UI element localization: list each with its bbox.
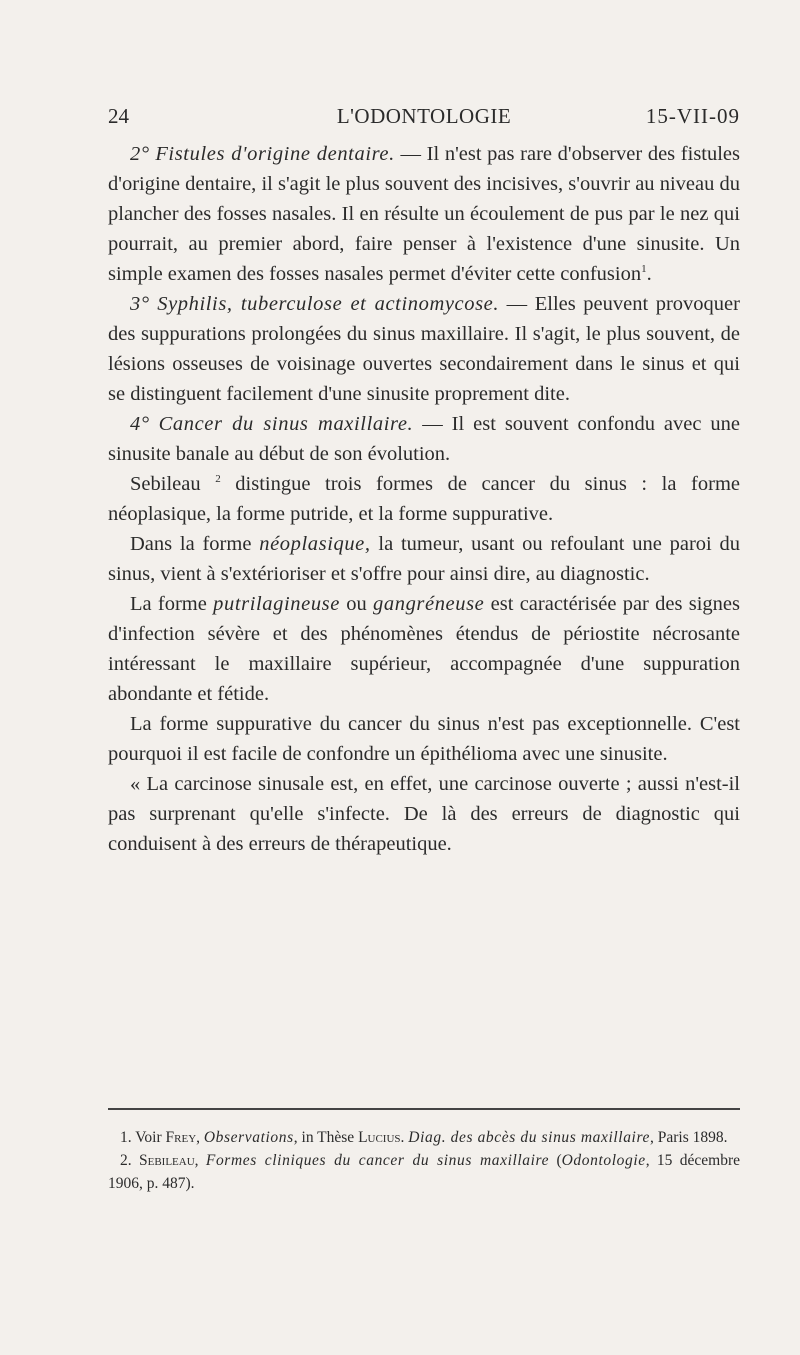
author-name: Sebileau	[130, 473, 201, 495]
term-neoplasique: néoplasique,	[259, 533, 371, 555]
section-text: — Il est souvent confondu avec une sinusite banale au début de son évolution.	[108, 413, 741, 465]
footnote-1: 1. Voir Frey, Observations, in Thèse Lucius. Diag. des abcès du sinus maxillaire, Paris 1898.	[120, 1129, 728, 1146]
page-number: 24	[108, 104, 129, 128]
term-gangreneuse: gangréneuse	[373, 593, 485, 615]
paragraph-neoplasique: Dans la forme néoplasique, la tumeur, usant ou refoulant une paroi du sinus, vient à s'extérioriser et s'offre pour ainsi dire, au diagnostic.	[108, 533, 741, 585]
author-name: Frey	[165, 1129, 197, 1146]
footnote-ref: 1	[641, 263, 647, 276]
section-heading: Cancer du sinus maxillaire.	[158, 413, 414, 435]
author-name: Sebileau	[138, 1152, 195, 1169]
journal-title: L'ODONTOLOGIE	[336, 104, 512, 128]
paragraph-putrilagineuse: La forme putrilagineuse ou gangréneuse est caractérisée par des signes d'infection sévère et des phénomènes étendus de périostite nécrosante intéressant le maxillaire supérieur, accompagnée d'une suppuration abondante et fétide.	[108, 593, 741, 705]
footnote-2: 2. Sebileau, Formes cliniques du cancer du sinus maxillaire (Odontologie, 15 décembre 1906, p. 487).	[108, 1152, 741, 1192]
journal-name: Odontologie	[561, 1152, 646, 1169]
paragraph-suppurative: La forme suppurative du cancer du sinus n'est pas exceptionnelle. C'est pourquoi il est facile de confondre un épithélioma avec une sinusite.	[108, 713, 740, 765]
running-header	[108, 104, 740, 134]
footnotes	[108, 1126, 740, 1195]
term-putrilagineuse: putrilagineuse	[213, 593, 340, 615]
section-cancer	[108, 409, 740, 469]
author-name: Lucius	[358, 1129, 401, 1146]
section-text: — Il n'est pas rare d'observer des fistules d'origine dentaire, il s'agit le plus souvent des incisives, s'ouvrir au niveau du plancher des fosses nasales. Il en résulte un écoulement de pus par le nez qui pourrait, au premier abord, faire penser à l'existence d'une sinusite. Un simple examen des fosses nasales permet d'éviter cette confusion	[108, 143, 741, 285]
section-fistules: 2° Fistules d'origine dentaire. — Il n'est pas rare d'observer des fistules d'origine dentaire, il s'agit le plus souvent des incisives, s'ouvrir au niveau du plancher des fosses nasales. Il en résulte un écoulement de pus par le nez qui pourrait, au premier abord, faire penser à l'existence d'une sinusite. Un simple examen des fosses nasales permet d'éviter cette confusion$^1$.	[108, 143, 741, 285]
section-heading: Syphilis, tuberculose et actinomycose.	[157, 293, 500, 315]
footnote-ref: 2	[215, 473, 221, 486]
section-syphilis	[108, 289, 740, 409]
work-title: Observations	[203, 1129, 294, 1146]
section-number: 4°	[130, 413, 150, 435]
work-title: Formes cliniques du cancer du sinus maxillaire	[205, 1152, 550, 1169]
paragraph-sebileau	[108, 469, 740, 529]
section-heading: Fistules d'origine dentaire.	[155, 143, 395, 165]
work-title: Diag. des abcès du sinus maxillaire	[408, 1129, 651, 1146]
issue-date: 15-VII-09	[645, 104, 740, 128]
footnote-divider	[108, 1108, 740, 1110]
section-text: — Elles peuvent provoquer des suppurations prolongées du sinus maxillaire. Il s'agit, le plus souvent, de lésions osseuses de voisinage ouvertes secondairement dans le sinus et qui se distinguent facilement d'une sinusite proprement dite.	[108, 293, 740, 405]
paragraph-quote: « La carcinose sinusale est, en effet, une carcinose ouverte ; aussi n'est-il pas surprenant qu'elle s'infecte. De là des erreurs de diagnostic qui conduisent à des erreurs de thérapeutique.	[108, 773, 740, 855]
section-number: 2°	[130, 143, 150, 165]
paragraph-text: distingue trois formes de cancer du sinus : la forme néoplasique, la forme putride, et la forme suppurative.	[108, 473, 740, 525]
section-number: 3°	[130, 293, 150, 315]
article-body	[108, 139, 740, 859]
